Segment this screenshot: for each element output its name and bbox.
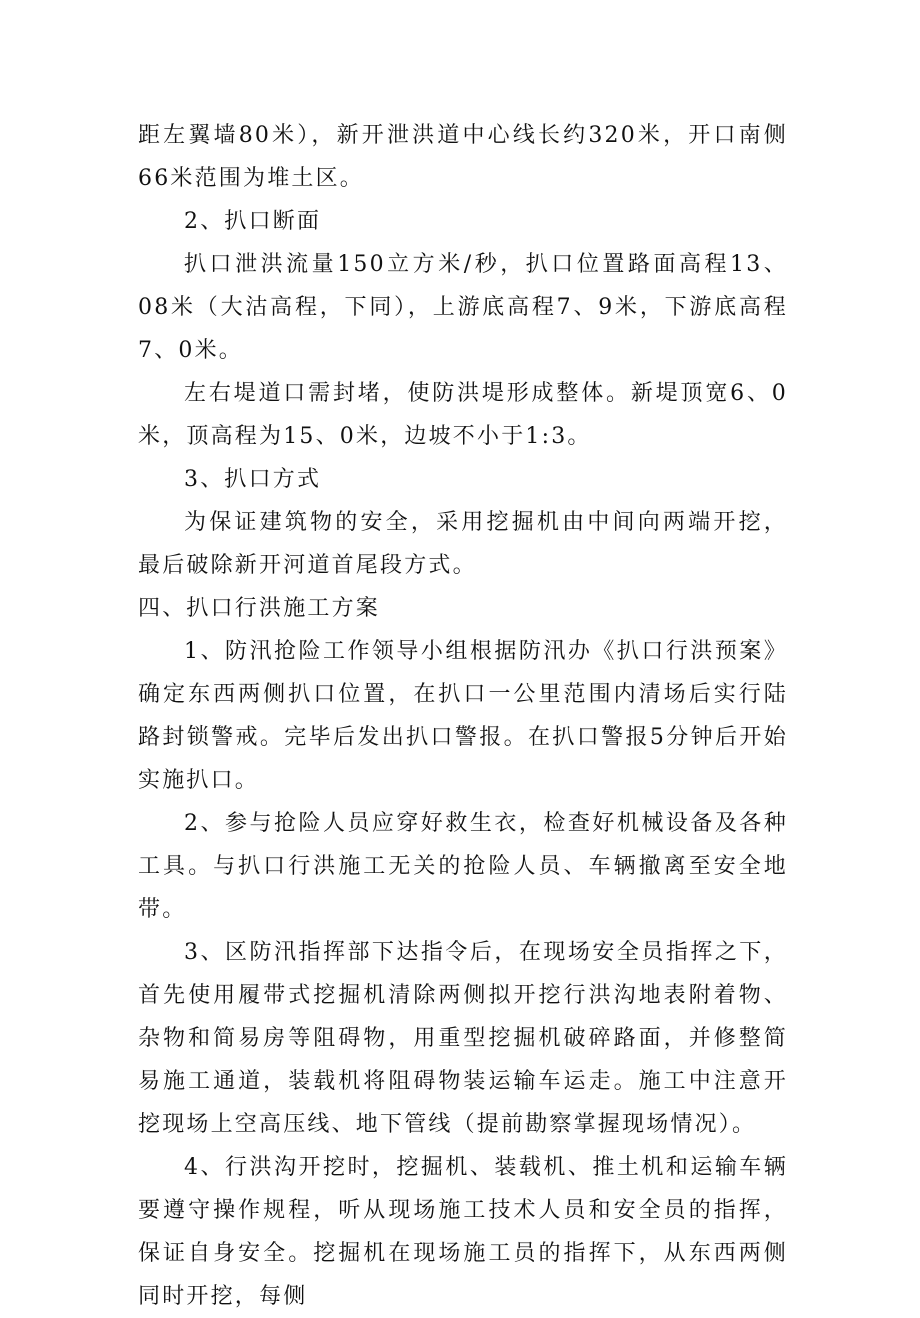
chapter-heading-construction-plan: 四、扒口行洪施工方案: [138, 596, 381, 621]
section-heading-breach-section: 2、扒口断面: [184, 209, 322, 234]
paragraph-excavation-method: 为保证建筑物的安全，采用挖掘机由中间向两端开挖，最后破除新开河道首尾段方式。: [138, 510, 788, 578]
paragraph-breach-flow: 扒口泄洪流量150立方米/秒，扒口位置路面高程13、08米（大沽高程，下同），上游底高程7、9米，下游底高程7、0米。: [138, 252, 788, 363]
paragraph-step-2: 2、参与抢险人员应穿好救生衣，检查好机械设备及各种工具。与扒口行洪施工无关的抢险人员、车辆撤离至安全地带。: [138, 811, 788, 922]
document-body: [138, 114, 788, 1318]
paragraph-embankment: 左右堤道口需封堵，使防洪堤形成整体。新堤顶宽6、0米，顶高程为15、0米，边坡不小于1:3。: [138, 381, 788, 449]
paragraph-continuation: 距左翼墙80米），新开泄洪道中心线长约320米，开口南侧66米范围为堆土区。: [138, 123, 788, 191]
paragraph-step-1: 1、防汛抢险工作领导小组根据防汛办《扒口行洪预案》确定东西两侧扒口位置，在扒口一公里范围内清场后实行陆路封锁警戒。完毕后发出扒口警报。在扒口警报5分钟后开始实施扒口。: [138, 639, 788, 793]
paragraph-step-4: 4、行洪沟开挖时，挖掘机、装载机、推土机和运输车辆要遵守操作规程，听从现场施工技术人员和安全员的指挥，保证自身安全。挖掘机在现场施工员的指挥下，从东西两侧同时开挖，每侧: [138, 1155, 788, 1309]
section-heading-breach-method: 3、扒口方式: [184, 467, 322, 492]
paragraph-step-3: 3、区防汛指挥部下达指令后，在现场安全员指挥之下，首先使用履带式挖掘机清除两侧拟开挖行洪沟地表附着物、杂物和简易房等阻碍物，用重型挖掘机破碎路面，并修整简易施工通道，装载机将阻碍物装运输车运走。施工中注意开挖现场上空高压线、地下管线（提前勘察掌握现场情况）。: [138, 940, 788, 1137]
